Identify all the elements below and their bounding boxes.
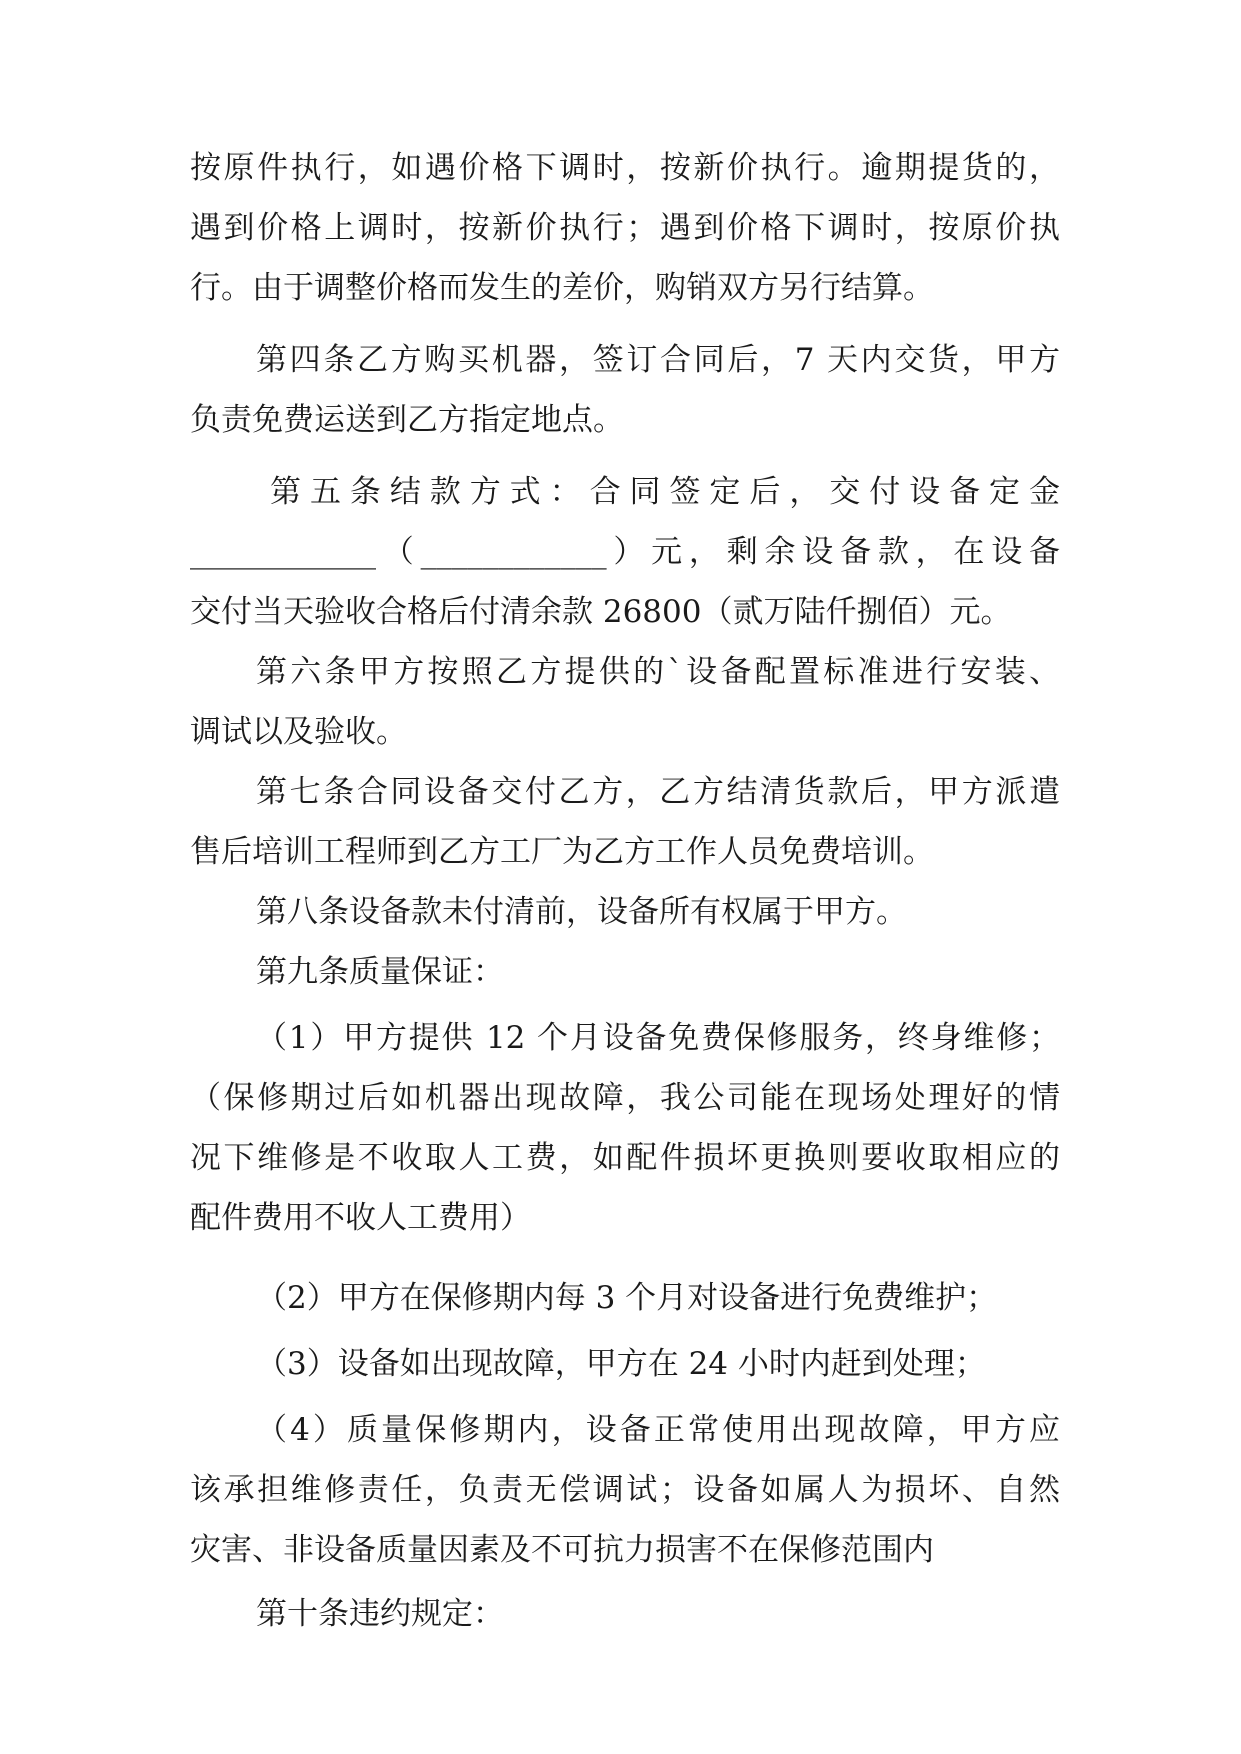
text-line: 调试以及验收。 — [190, 714, 407, 750]
text-line: 第九条质量保证： — [256, 954, 504, 990]
text-line: 灾害、非设备质量因素及不可抗力损害不在保修范围内 — [190, 1532, 934, 1568]
text-line: 第八条设备款未付清前，设备所有权属于甲方。 — [256, 894, 907, 930]
text-line: 交付当天验收合格后付清余款 26800（贰万陆仟捌佰）元。 — [190, 594, 1012, 630]
text-line: 行。由于调整价格而发生的差价，购销双方另行结算。 — [190, 270, 934, 306]
text-line: （保修期过后如机器出现故障，我公司能在现场处理好的情 — [190, 1080, 1060, 1116]
text-line: 负责免费运送到乙方指定地点。 — [190, 402, 624, 438]
text-line: 该承担维修责任，负责无偿调试；设备如属人为损坏、自然 — [190, 1472, 1060, 1508]
text-line: ____________（____________）元，剩余设备款，在设备 — [190, 534, 1060, 570]
text-line: 遇到价格上调时，按新价执行；遇到价格下调时，按原价执 — [190, 210, 1060, 246]
text-line: 第七条合同设备交付乙方，乙方结清货款后，甲方派遣 — [256, 774, 1060, 810]
text-line: 按原件执行，如遇价格下调时，按新价执行。逾期提货的， — [190, 150, 1060, 186]
text-line: 第十条违约规定： — [256, 1596, 504, 1632]
text-line: 第五条结款方式：合同签定后，交付设备定金 — [270, 474, 1060, 510]
text-line: 第四条乙方购买机器，签订合同后，7 天内交货，甲方 — [256, 342, 1060, 378]
text-line: （4）质量保修期内，设备正常使用出现故障，甲方应 — [256, 1412, 1060, 1448]
text-line: 配件费用不收人工费用） — [190, 1200, 531, 1236]
text-line: （2）甲方在保修期内每 3 个月对设备进行免费维护； — [256, 1280, 998, 1316]
text-line: 第六条甲方按照乙方提供的`设备配置标准进行安装、 — [256, 654, 1060, 690]
text-line: 况下维修是不收取人工费，如配件损坏更换则要收取相应的 — [190, 1140, 1060, 1176]
text-line: （3）设备如出现故障，甲方在 24 小时内赶到处理； — [256, 1346, 986, 1382]
text-line: 售后培训工程师到乙方工厂为乙方工作人员免费培训。 — [190, 834, 934, 870]
text-line: （1）甲方提供 12 个月设备免费保修服务，终身维修； — [256, 1020, 1060, 1056]
